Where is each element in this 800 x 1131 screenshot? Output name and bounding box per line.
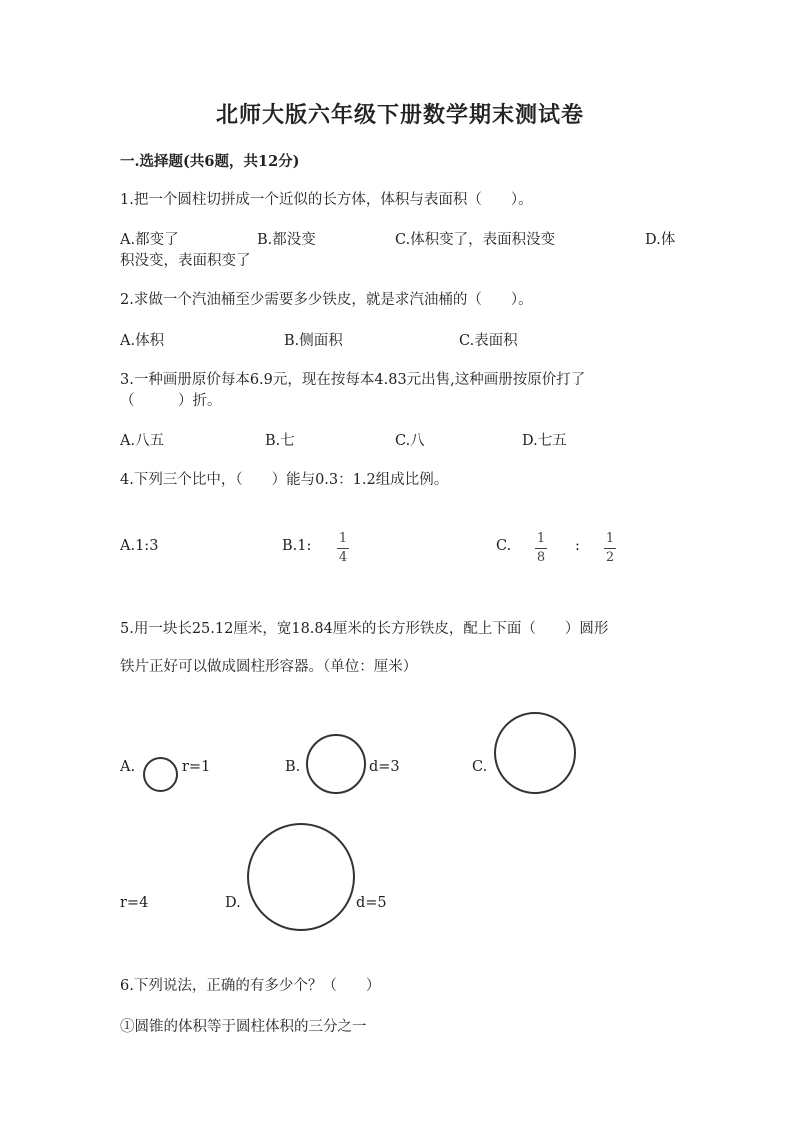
question-3-option-b: B.七 [265,433,295,449]
question-5-option-c-label: C. [472,759,488,775]
question-5-option-b-value: d=3 [369,759,400,775]
question-4-option-b-fraction [337,532,349,565]
question-2-stem: 2.求做一个汽油桶至少需要多少铁皮，就是求汽油桶的（ ）。 [120,292,533,308]
question-4-option-c-colon: : [575,538,580,554]
page-title: 北师大版六年级下册数学期末测试卷 [215,102,584,128]
question-3-option-a: A.八五 [120,433,165,449]
question-3-stem-line2: （ ）折。 [120,393,222,409]
question-5-option-d-label: D. [225,895,241,911]
question-1-option-d-continued: 积没变，表面积变了 [120,253,251,269]
question-2-option-b: B.侧面积 [284,333,343,349]
question-3-option-c: C.八 [395,433,425,449]
question-4-option-c-fraction-1 [535,532,547,565]
question-5-stem-line1: 5.用一块长25.12厘米，宽18.84厘米的长方形铁皮，配上下面（ ）圆形 [120,621,609,637]
question-4-stem: 4.下列三个比中，（ ）能与0.3：1.2组成比例。 [120,472,449,488]
section-heading: 一.选择题(共6题，共12分) [120,153,300,170]
fraction-denominator: 2 [605,550,615,565]
question-4-option-c: C. [496,538,512,554]
question-1-option-b: B.都没变 [257,232,316,248]
question-6-item-1: ①圆锥的体积等于圆柱体积的三分之一 [120,1019,367,1035]
question-4-option-c-fraction-2 [604,532,616,565]
question-5-stem-line2: 铁片正好可以做成圆柱形容器。（单位：厘米） [120,659,418,675]
question-6-stem: 6.下列说法，正确的有多少个？（ ） [120,978,381,994]
circle-b-shape [306,734,366,794]
question-1-option-a: A.都变了 [120,232,179,248]
question-3-option-d: D.七五 [522,433,567,449]
fraction-bar [337,548,349,549]
circle-d-shape [247,823,355,931]
question-5-option-c-value: r=4 [120,895,149,911]
fraction-numerator: 1 [605,531,615,546]
fraction-bar [535,548,547,549]
question-2-option-a: A.体积 [120,333,165,349]
question-5-option-a-value: r=1 [182,759,211,775]
question-1-stem: 1.把一个圆柱切拼成一个近似的长方体，体积与表面积（ ）。 [120,192,533,208]
question-2-option-c: C.表面积 [459,333,518,349]
fraction-denominator: 4 [338,550,348,565]
fraction-bar [604,548,616,549]
circle-a-shape [143,757,178,792]
question-1-option-d: D.体 [645,232,676,248]
question-5-option-a-label: A. [120,759,136,775]
question-3-stem-line1: 3.一种画册原价每本6.9元，现在按每本4.83元出售,这种画册按原价打了 [120,372,586,388]
question-5-option-b-label: B. [285,759,301,775]
fraction-denominator: 8 [536,550,546,565]
fraction-numerator: 1 [536,531,546,546]
circle-c-shape [494,712,576,794]
question-4-option-a: A.1:3 [120,538,159,554]
fraction-numerator: 1 [338,531,348,546]
question-1-option-c: C.体积变了，表面积没变 [395,232,556,248]
question-4-option-b: B.1: [282,538,312,554]
question-5-option-d-value: d=5 [356,895,387,911]
